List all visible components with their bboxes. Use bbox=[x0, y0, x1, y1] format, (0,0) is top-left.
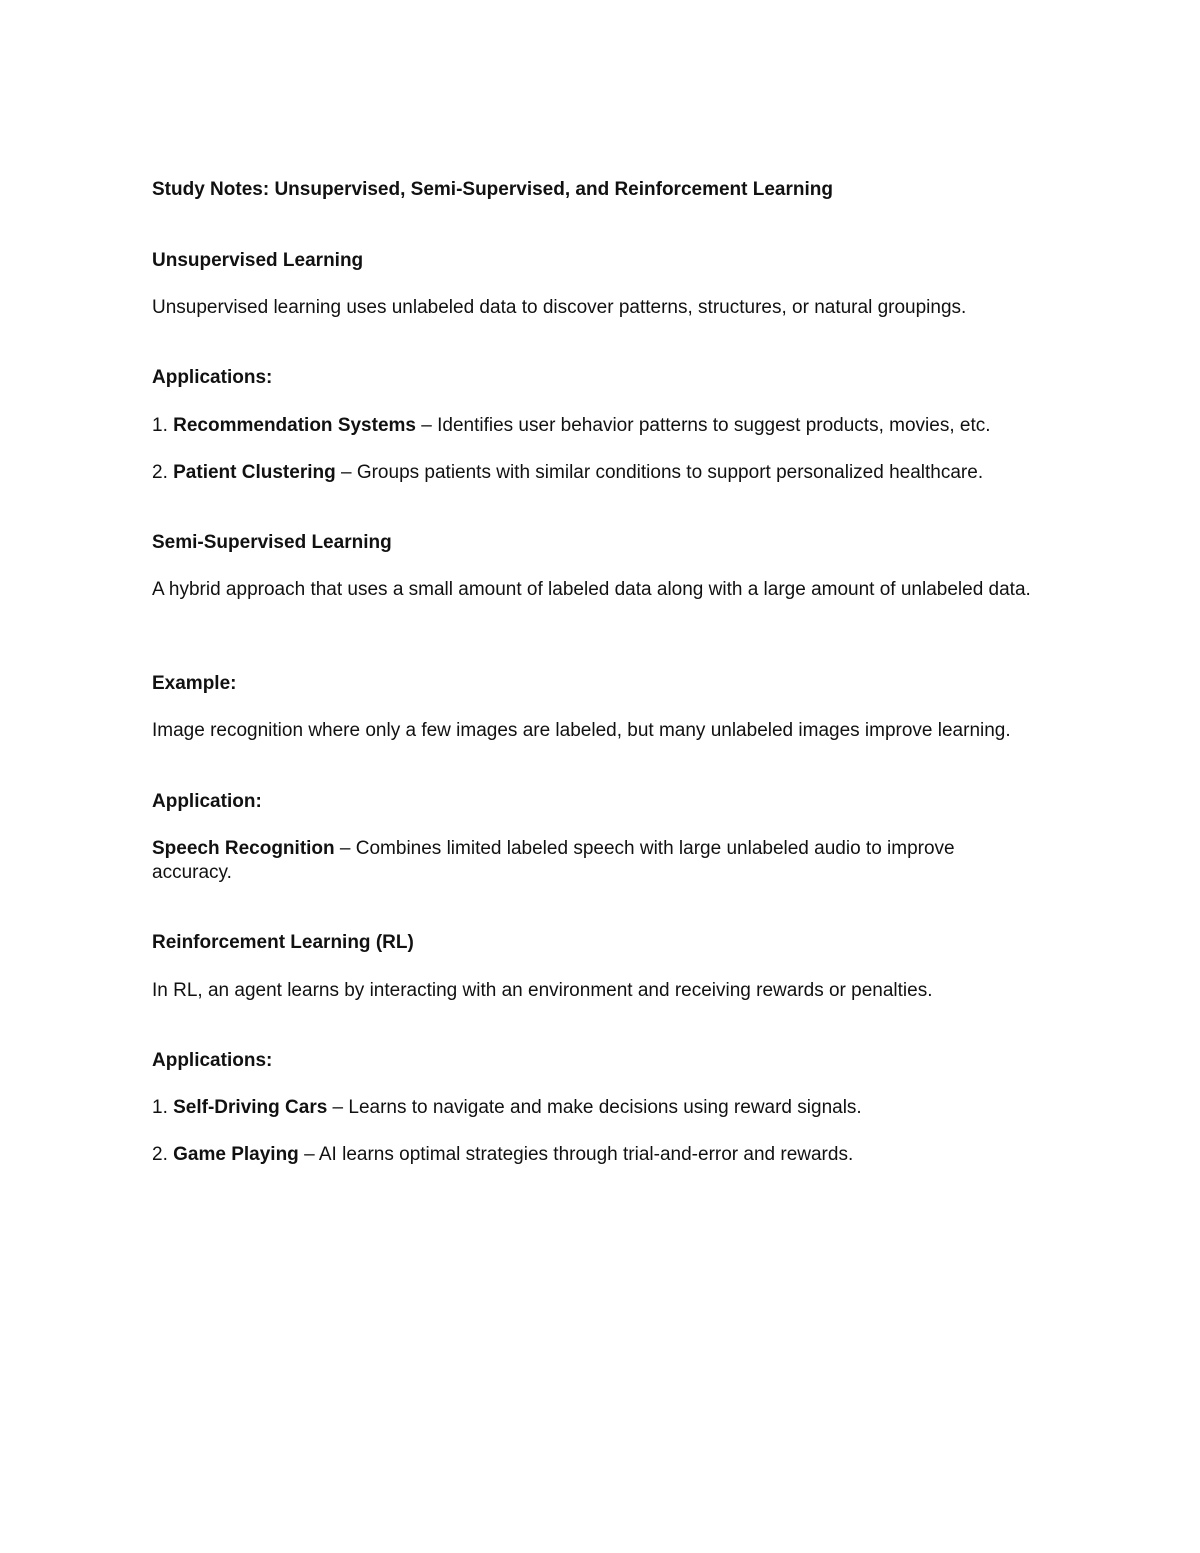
example-text: Image recognition where only a few images are labeled, but many unlabeled images improve learning. bbox=[152, 720, 1011, 741]
semi-supervised-heading: Semi-Supervised Learning bbox=[152, 532, 392, 553]
item-number: 2. bbox=[152, 1144, 174, 1165]
item-text: – Learns to navigate and make decisions using reward signals. bbox=[327, 1097, 862, 1118]
unsupervised-description: Unsupervised learning uses unlabeled data to discover patterns, structures, or natural groupings. bbox=[152, 297, 967, 318]
item-name: Self-Driving Cars bbox=[173, 1097, 328, 1118]
item-number: 1. bbox=[152, 415, 174, 436]
item-name: Recommendation Systems bbox=[173, 415, 416, 436]
item-name: Speech Recognition bbox=[152, 838, 335, 859]
item-number: 1. bbox=[152, 1097, 174, 1118]
item-text: – Groups patients with similar conditions to support personalized healthcare. bbox=[335, 462, 984, 483]
item-name: Patient Clustering bbox=[173, 462, 336, 483]
item-number: 2. bbox=[152, 462, 174, 483]
item-text: – Combines limited labeled speech with large unlabeled audio to improve accuracy. bbox=[152, 838, 955, 883]
semi-supervised-application-heading: Application: bbox=[152, 791, 262, 812]
unsupervised-applications-heading: Applications: bbox=[152, 367, 273, 388]
reinforcement-application-item bbox=[152, 1096, 1042, 1120]
example-heading: Example: bbox=[152, 673, 237, 694]
semi-supervised-description: A hybrid approach that uses a small amount of labeled data along with a large amount of unlabeled data. bbox=[152, 579, 1031, 600]
reinforcement-application-item bbox=[152, 1143, 1042, 1167]
unsupervised-application-item bbox=[152, 461, 1042, 485]
item-name: Game Playing bbox=[173, 1144, 299, 1165]
item-text: – AI learns optimal strategies through trial-and-error and rewards. bbox=[298, 1144, 854, 1165]
unsupervised-application-item bbox=[152, 414, 1042, 438]
reinforcement-heading: Reinforcement Learning (RL) bbox=[152, 932, 414, 953]
reinforcement-description: In RL, an agent learns by interacting with an environment and receiving rewards or penalties. bbox=[152, 980, 933, 1001]
reinforcement-applications-heading: Applications: bbox=[152, 1050, 273, 1071]
item-text: – Identifies user behavior patterns to suggest products, movies, etc. bbox=[415, 415, 991, 436]
unsupervised-heading: Unsupervised Learning bbox=[152, 250, 364, 271]
semi-supervised-application-item bbox=[152, 837, 1002, 885]
document-title: Study Notes: Unsupervised, Semi-Supervised, and Reinforcement Learning bbox=[152, 179, 833, 200]
